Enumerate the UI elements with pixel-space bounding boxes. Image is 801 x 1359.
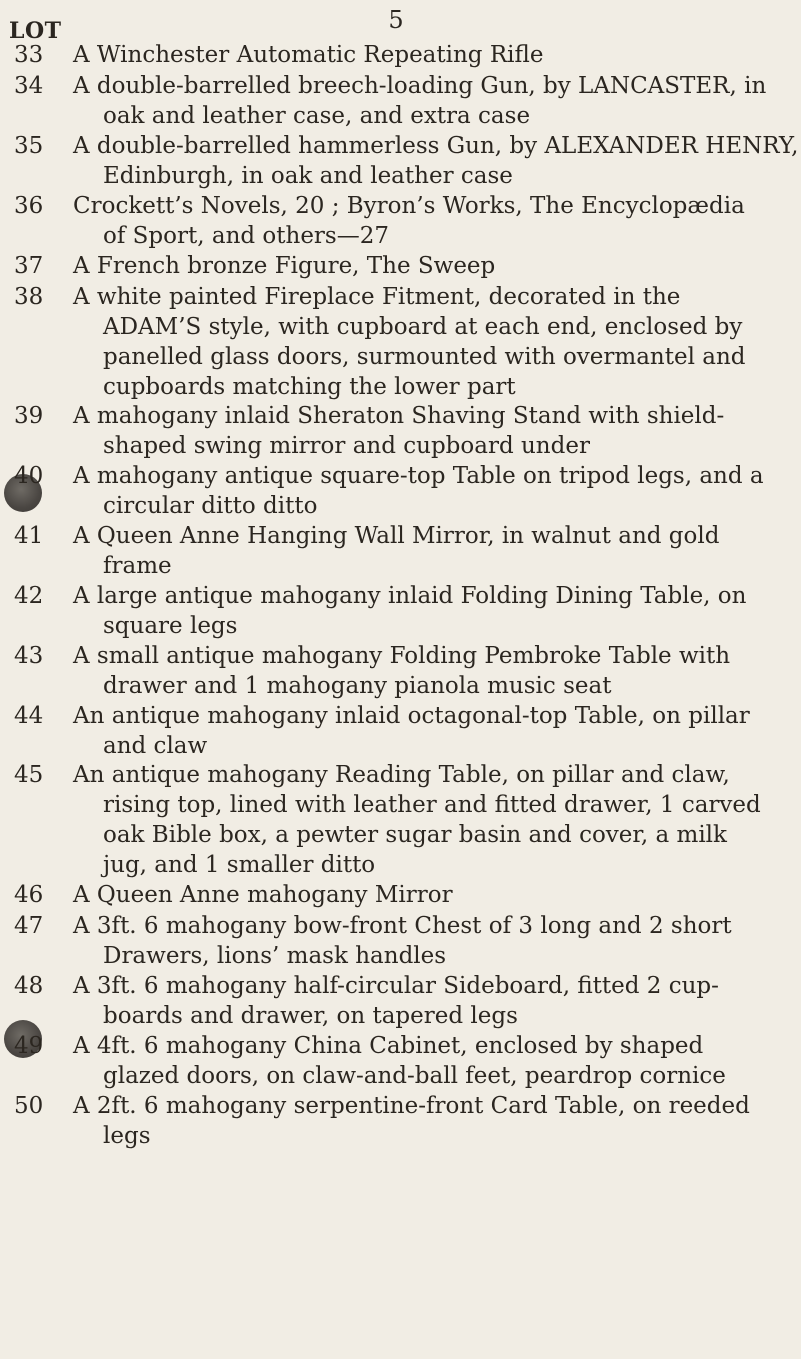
lot-description-line: circular ditto ditto — [103, 493, 318, 519]
lot-number: 43 — [14, 643, 44, 669]
lot-description-line: square legs — [103, 613, 238, 639]
lot-description-line: glazed doors, on claw-and-ball feet, peardrop cornice — [103, 1063, 726, 1089]
lot-description — [73, 461, 799, 521]
lot-description — [73, 521, 799, 581]
lot-column-header: LOT — [9, 18, 62, 44]
lot-description-line: A double-barrelled breech-loading Gun, by LANCASTER, in — [73, 73, 767, 99]
lot-description-line: An antique mahogany Reading Table, on pillar and claw, — [73, 762, 730, 788]
lot-number: 40 — [14, 463, 44, 489]
lot-description-line: boards and drawer, on tapered legs — [103, 1003, 518, 1029]
lot-number: 33 — [14, 42, 44, 68]
lot-description — [73, 191, 799, 251]
lot-number: 48 — [14, 973, 44, 999]
lot-description — [73, 1091, 799, 1151]
lot-description-line: A French bronze Figure, The Sweep — [73, 253, 496, 279]
lot-description — [73, 401, 799, 461]
lot-number: 36 — [14, 193, 44, 219]
lot-description-line: Edinburgh, in oak and leather case — [103, 163, 513, 189]
lot-description-line: A large antique mahogany inlaid Folding Dining Table, on — [73, 583, 747, 609]
lot-description-line: of Sport, and others—27 — [103, 223, 389, 249]
lot-description-line: Drawers, lions’ mask handles — [103, 943, 447, 969]
lot-description-line: A 3ft. 6 mahogany half-circular Sideboard, fitted 2 cup- — [73, 973, 719, 999]
lot-number: 50 — [14, 1093, 44, 1119]
lot-description-line: A double-barrelled hammerless Gun, by ALEXANDER HENRY, — [73, 133, 799, 159]
lot-description — [73, 251, 799, 281]
lot-description-line: legs — [103, 1123, 151, 1149]
lot-number: 42 — [14, 583, 44, 609]
lot-number: 39 — [14, 403, 44, 429]
lot-description-line: oak Bible box, a pewter sugar basin and cover, a milk — [103, 822, 727, 848]
lot-description-line: jug, and 1 smaller ditto — [103, 852, 376, 878]
lot-description-line: ADAM’S style, with cupboard at each end, enclosed by — [103, 314, 743, 340]
lot-number: 47 — [14, 913, 44, 939]
lot-description-line: oak and leather case, and extra case — [103, 103, 531, 129]
lot-description-line: frame — [103, 553, 172, 579]
lot-description-line: An antique mahogany inlaid octagonal-top Table, on pillar — [73, 703, 750, 729]
lot-description — [73, 641, 799, 701]
lot-description — [73, 911, 799, 971]
lot-description-line: A white painted Fireplace Fitment, decorated in the — [73, 284, 681, 310]
lot-number: 35 — [14, 133, 44, 159]
lot-description-line: shaped swing mirror and cupboard under — [103, 433, 590, 459]
lot-description-line: A small antique mahogany Folding Pembroke Table with — [73, 643, 731, 669]
lot-description — [73, 701, 799, 761]
lot-number: 34 — [14, 73, 44, 99]
lot-description-line: A Queen Anne Hanging Wall Mirror, in walnut and gold — [73, 523, 720, 549]
lot-number: 38 — [14, 284, 44, 310]
lot-number: 46 — [14, 882, 44, 908]
lot-number: 45 — [14, 762, 44, 788]
lot-description-line: panelled glass doors, surmounted with overmantel and — [103, 344, 746, 370]
lot-description — [73, 1031, 799, 1091]
lot-number: 37 — [14, 253, 44, 279]
lot-number: 44 — [14, 703, 44, 729]
lot-description — [73, 880, 799, 910]
lot-description-line: A Winchester Automatic Repeating Rifle — [73, 42, 544, 68]
lot-description-line: A 2ft. 6 mahogany serpentine-front Card Table, on reeded — [73, 1093, 750, 1119]
lot-description-line: A 4ft. 6 mahogany China Cabinet, enclosed by shaped — [73, 1033, 704, 1059]
lot-description — [73, 71, 799, 131]
lot-description-line: A mahogany inlaid Sheraton Shaving Stand with shield- — [73, 403, 725, 429]
lot-number: 49 — [14, 1033, 44, 1059]
lot-description — [73, 131, 799, 191]
lot-description-line: and claw — [103, 733, 208, 759]
lot-description-line: Crockett’s Novels, 20 ; Byron’s Works, The Encyclopædia — [73, 193, 745, 219]
lot-description — [73, 760, 799, 880]
page-number: 5 — [388, 6, 404, 34]
lot-description — [73, 40, 799, 70]
lot-description — [73, 282, 799, 402]
lot-description-line: A 3ft. 6 mahogany bow-front Chest of 3 long and 2 short — [73, 913, 732, 939]
lot-description-line: drawer and 1 mahogany pianola music seat — [103, 673, 612, 699]
lot-description — [73, 581, 799, 641]
lot-description-line: A Queen Anne mahogany Mirror — [73, 882, 453, 908]
lot-description — [73, 971, 799, 1031]
lot-description-line: A mahogany antique square-top Table on tripod legs, and a — [73, 463, 764, 489]
lot-number: 41 — [14, 523, 44, 549]
lot-description-line: cupboards matching the lower part — [103, 374, 516, 400]
lot-description-line: rising top, lined with leather and fitted drawer, 1 carved — [103, 792, 761, 818]
